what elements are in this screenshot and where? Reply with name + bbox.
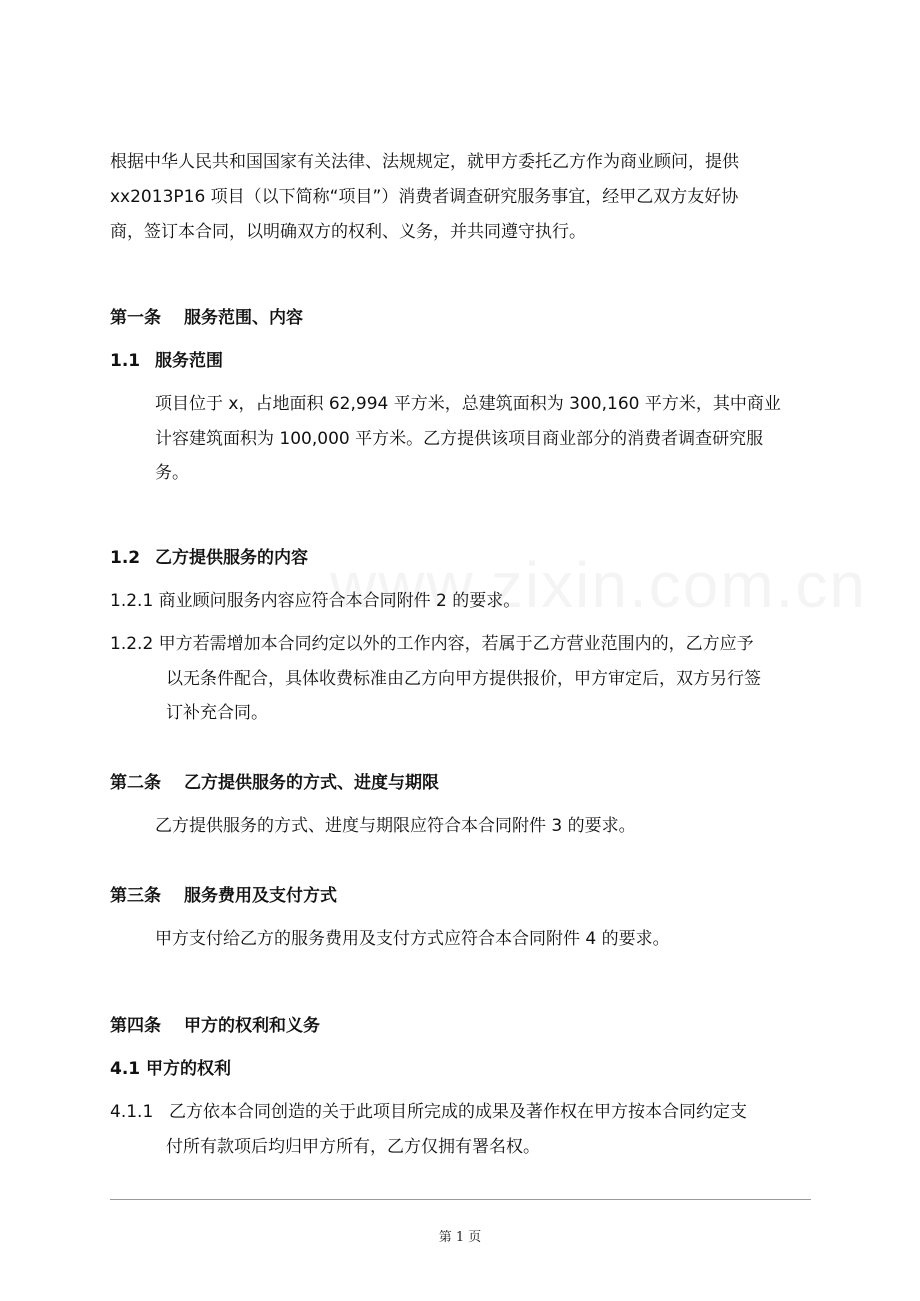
section-4-1-number: 4.1 <box>110 1059 141 1079</box>
clause-1-2-2-line-1: 1.2.2 甲方若需增加本合同约定以外的工作内容，若属于乙方营业范围内的，乙方应予 <box>110 634 754 654</box>
clause-4-1-1-number: 4.1.1 <box>110 1102 154 1122</box>
section-1-1-number: 1.1 <box>110 351 141 371</box>
page-number: 第 1 页 <box>438 1230 482 1245</box>
intro-line-3: 商，签订本合同，以明确双方的权利、义务，并共同遵守执行。 <box>110 222 586 242</box>
footer-divider <box>110 1199 811 1200</box>
section-1-1-title: 服务范围 <box>155 351 223 371</box>
clause-4-1-1-line-2: 付所有款项后均归甲方所有，乙方仅拥有署名权。 <box>166 1137 540 1157</box>
article-3-heading-number: 第三条 <box>110 886 161 906</box>
section-1-1-line-2: 计容建筑面积为 100,000 平方米。乙方提供该项目商业部分的消费者调查研究服 <box>155 429 764 449</box>
intro-line-2: xx2013P16 项目（以下简称“项目”）消费者调查研究服务事宜，经甲乙双方友好协 <box>110 187 739 207</box>
article-4-heading-title: 甲方的权利和义务 <box>184 1016 320 1036</box>
article-4-heading-number: 第四条 <box>110 1016 161 1036</box>
article-3-body: 甲方支付给乙方的服务费用及支付方式应符合本合同附件 4 的要求。 <box>155 929 670 949</box>
article-3-heading-title: 服务费用及支付方式 <box>184 886 337 906</box>
article-1-heading-number: 第一条 <box>110 308 161 328</box>
section-1-1-line-1: 项目位于 x，占地面积 62,994 平方米，总建筑面积为 300,160 平方米，其中商业 <box>155 394 781 414</box>
article-2-heading-title: 乙方提供服务的方式、进度与期限 <box>184 773 439 793</box>
section-1-1-line-3: 务。 <box>155 463 189 483</box>
clause-1-2-2-line-2: 以无条件配合，具体收费标准由乙方向甲方提供报价，甲方审定后，双方另行签 <box>166 669 761 689</box>
section-4-1-title: 甲方的权利 <box>146 1059 231 1079</box>
clause-1-2-2-line-3: 订补充合同。 <box>166 703 268 723</box>
section-1-2-title: 乙方提供服务的内容 <box>155 548 308 568</box>
intro-line-1: 根据中华人民共和国国家有关法律、法规规定，就甲方委托乙方作为商业顾问，提供 <box>110 152 739 172</box>
clause-4-1-1-line-1: 乙方依本合同创造的关于此项目所完成的成果及著作权在甲方按本合同约定支 <box>169 1102 747 1122</box>
clause-1-2-1: 1.2.1 商业顾问服务内容应符合本合同附件 2 的要求。 <box>110 591 521 611</box>
article-2-heading-number: 第二条 <box>110 773 161 793</box>
section-1-2-number: 1.2 <box>110 548 141 568</box>
article-2-body: 乙方提供服务的方式、进度与期限应符合本合同附件 3 的要求。 <box>155 816 636 836</box>
article-1-heading-title: 服务范围、内容 <box>184 308 303 328</box>
